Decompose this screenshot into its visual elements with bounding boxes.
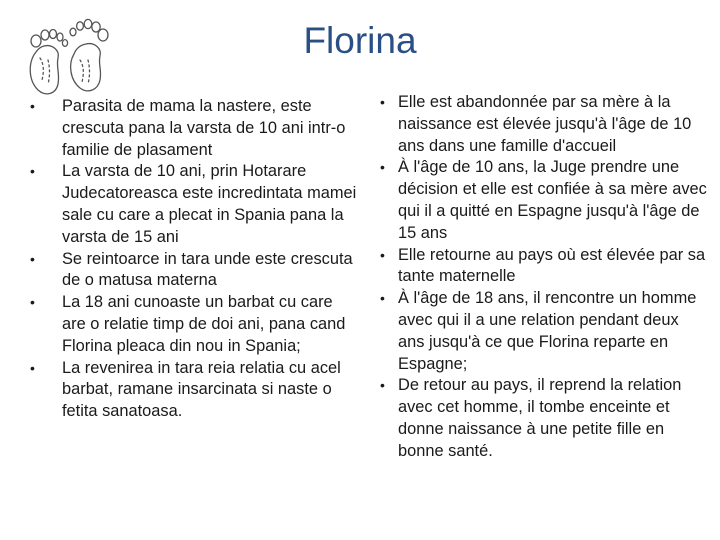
bullet-icon: • [30,250,35,267]
bullet-icon: • [380,246,385,263]
list-item: • Parasita de mama la nastere, este crescuta pana la varsta de 10 ani intr-o familie de plasament [30,97,346,159]
french-bullet-list [378,92,708,463]
list-item: • Elle est abandonnée par sa mère à la naissance est élevée jusqu'à l'âge de 10 ans dans une famille d'accueil [380,93,692,155]
list-item: • La revenirea in tara reia relatia cu acel barbat, ramane insarcinata si naste o fetita sanatoasa. [30,358,341,421]
bullet-icon: • [380,159,385,176]
bullet-icon: • [30,359,35,376]
romanian-bullet-list [30,96,360,423]
list-item: • Se reintoarce in tara unde este crescuta de o matusa materna [30,249,353,290]
bullet-icon: • [30,163,35,180]
list-item: • Elle retourne au pays où est élevée par sa tante maternelle [380,245,706,286]
list-item: • À l'âge de 10 ans, la Juge prendre une décision et elle est confiée à sa mère avec qui il a quitté en Espagne jusqu'à l'âge de 15 ans [380,158,707,242]
slide-title: Florina [303,20,417,61]
list-item: • La 18 ani cunoaste un barbat cu care are o relatie timp de doi ani, pana cand Florina pleaca din nou in Spania; [30,293,346,355]
list-item: • À l'âge de 18 ans, il rencontre un homme avec qui il a une relation pendant deux ans jusqu'à ce que Florina reparte en Espagne; [380,289,697,373]
list-item: • La varsta de 10 ani, prin Hotarare Judecatoreasca este incredintata mamei sale cu care a plecat in Spania pana la varsta de 15 ani [30,162,357,246]
bullet-icon: • [380,377,385,394]
bullet-icon: • [30,98,35,114]
bullet-icon: • [30,294,35,311]
list-item: • De retour au pays, il reprend la relation avec cet homme, il tombe enceinte et donne naissance à une petite fille en bonne santé. [380,376,682,460]
bullet-icon: • [380,94,385,110]
bullet-icon: • [380,290,385,307]
